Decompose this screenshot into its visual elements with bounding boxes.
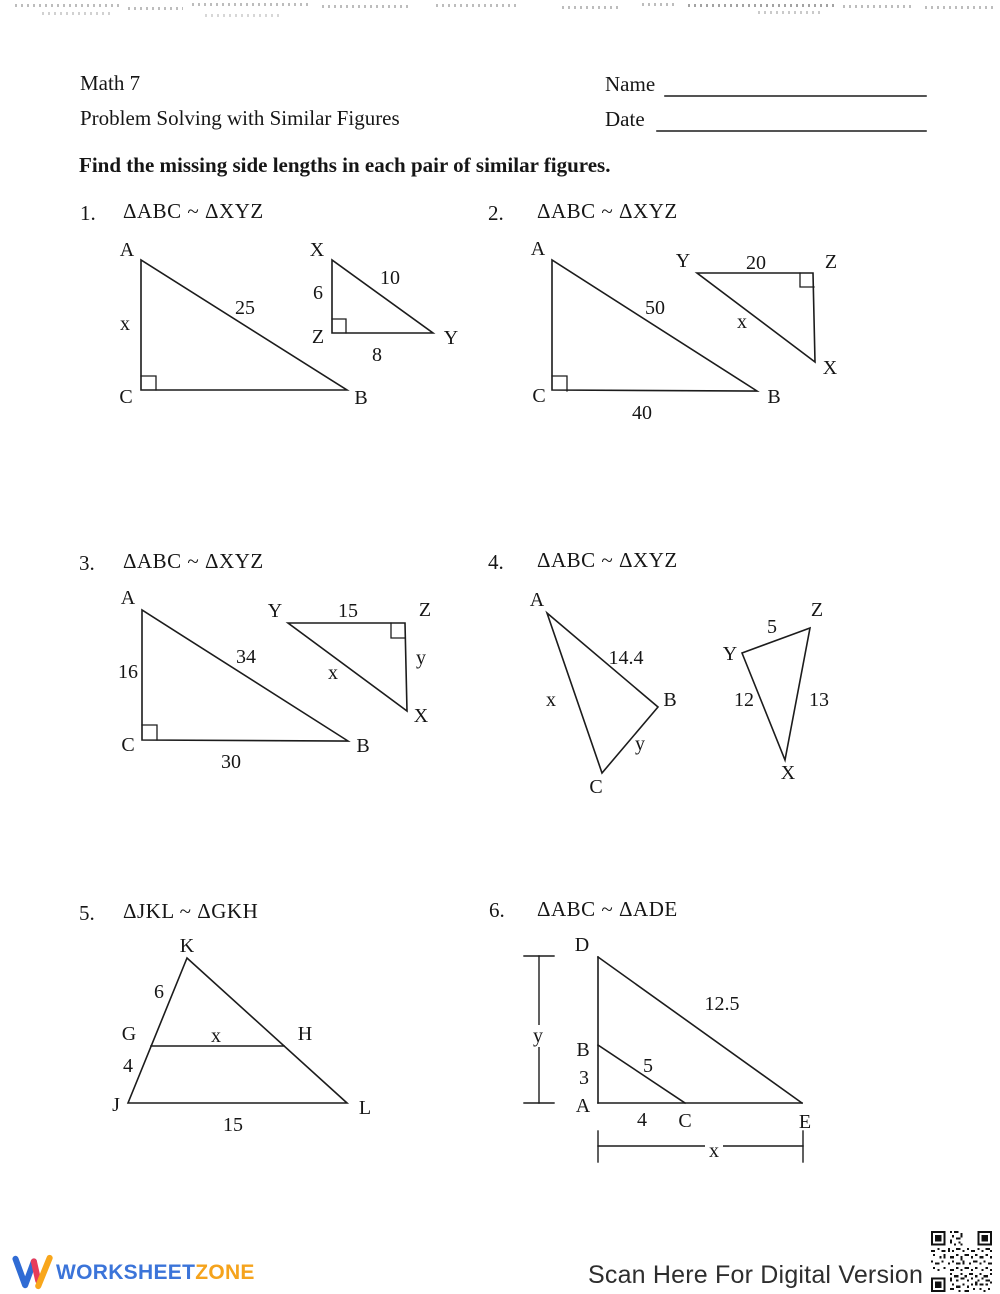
figure-label: 5: [767, 616, 777, 638]
problem-number: 5.: [79, 901, 95, 925]
figure-label: 20: [746, 252, 766, 274]
scan-here-text: Scan Here For Digital Version: [588, 1261, 924, 1289]
figure-label: C: [121, 734, 135, 756]
p2-triangle-xyz: [697, 273, 815, 362]
figure-label: 6: [154, 981, 164, 1003]
figure-label: E: [798, 1111, 812, 1133]
right-angle-mark: [141, 376, 156, 390]
figure-label: 16: [118, 661, 138, 683]
p3-triangle-abc: [142, 610, 348, 741]
right-angle-mark: [142, 725, 157, 740]
similarity-statement: ΔABC ~ ΔXYZ: [537, 199, 678, 223]
figure-label: x: [328, 662, 338, 684]
figure-label: 8: [372, 344, 382, 366]
figure-label: A: [530, 238, 546, 260]
figure-label: 12.5: [704, 993, 740, 1015]
name-label: Name: [605, 72, 656, 96]
instructions: Find the missing side lengths in each pair of similar figures.: [79, 153, 611, 177]
figure-label: y: [416, 647, 426, 669]
figure-label: 5: [643, 1055, 653, 1077]
figure-label: Z: [824, 251, 838, 273]
right-angle-mark: [552, 376, 567, 391]
figure-label: 50: [645, 297, 665, 319]
figure-label: B: [663, 689, 677, 711]
figure-label: x: [546, 689, 556, 711]
figure-label: B: [356, 735, 370, 757]
figure-label: D: [574, 934, 590, 956]
figure-label: 14.4: [608, 647, 644, 669]
similarity-statement: ΔABC ~ ΔXYZ: [123, 199, 264, 223]
figure-label: C: [678, 1110, 692, 1132]
problem-number: 4.: [488, 550, 504, 574]
problem-number: 2.: [488, 201, 504, 225]
figure-label: x: [120, 313, 130, 335]
figure-label: x: [705, 1140, 723, 1162]
figure-label: C: [532, 385, 546, 407]
figure-label: X: [822, 357, 838, 379]
figure-label: B: [767, 386, 781, 408]
p3-triangle-xyz: [288, 623, 407, 711]
figure-label: Z: [311, 326, 325, 348]
figure-label: H: [297, 1023, 313, 1045]
figure-label: 10: [380, 267, 400, 289]
figure-label: X: [413, 705, 429, 727]
figure-label: y: [529, 1025, 547, 1047]
p2-triangle-abc: [552, 260, 757, 391]
figure-label: B: [576, 1039, 590, 1061]
course-title: Math 7: [80, 71, 141, 95]
p5-triangle-jkl: [128, 958, 347, 1103]
figure-label: 25: [235, 297, 255, 319]
right-angle-mark: [800, 273, 814, 287]
figure-label: 4: [123, 1055, 133, 1077]
figure-label: A: [120, 587, 136, 609]
footer-logo: [56, 1261, 255, 1285]
figure-label: 15: [338, 600, 358, 622]
worksheet-title: Problem Solving with Similar Figures: [80, 106, 400, 130]
similarity-statement: ΔABC ~ ΔADE: [537, 897, 678, 921]
figure-label: X: [780, 762, 796, 784]
figure-label: y: [635, 733, 645, 755]
qr-code-icon: [930, 1231, 993, 1292]
figure-label: X: [309, 239, 325, 261]
figure-label: A: [119, 239, 135, 261]
figure-label: 40: [632, 402, 652, 424]
figure-label: A: [575, 1095, 591, 1117]
problem-number: 1.: [80, 201, 96, 225]
figure-label: 13: [809, 689, 829, 711]
figure-label: Y: [267, 600, 283, 622]
figure-label: L: [358, 1097, 372, 1119]
problem-number: 6.: [489, 898, 505, 922]
figure-label: Z: [810, 599, 824, 621]
similarity-statement: ΔJKL ~ ΔGKH: [123, 899, 259, 923]
figure-label: 12: [734, 689, 754, 711]
figure-label: B: [354, 387, 368, 409]
figure-label: G: [121, 1023, 137, 1045]
figure-label: Z: [418, 599, 432, 621]
p1-triangle-abc: [141, 260, 347, 390]
figure-label: 6: [313, 282, 323, 304]
similarity-statement: ΔABC ~ ΔXYZ: [123, 549, 264, 573]
p6-x-dimension: [598, 1131, 803, 1162]
figure-label: J: [112, 1094, 120, 1116]
logo-zone-text: ZONE: [195, 1261, 255, 1284]
figure-label: 4: [637, 1109, 647, 1131]
figure-label: Y: [722, 643, 738, 665]
figure-label: Y: [675, 250, 691, 272]
right-angle-mark: [391, 623, 405, 638]
figure-label: A: [529, 589, 545, 611]
logo-worksheet-text: WORKSHEET: [56, 1261, 196, 1284]
figure-label: 15: [223, 1114, 243, 1136]
right-angle-mark: [332, 319, 346, 333]
p6-figure: [524, 956, 803, 1162]
figure-label: 3: [579, 1067, 589, 1089]
figure-label: K: [179, 935, 195, 957]
figure-label: 30: [221, 751, 241, 773]
figure-label: C: [589, 776, 603, 798]
figure-label: 34: [236, 646, 256, 668]
figure-label: Y: [443, 327, 459, 349]
problem-number: 3.: [79, 551, 95, 575]
similarity-statement: ΔABC ~ ΔXYZ: [537, 548, 678, 572]
figure-label: x: [211, 1025, 221, 1047]
figure-label: x: [737, 311, 747, 333]
worksheetzone-w-icon: [12, 1252, 54, 1292]
figure-label: C: [119, 386, 133, 408]
date-label: Date: [605, 107, 645, 131]
